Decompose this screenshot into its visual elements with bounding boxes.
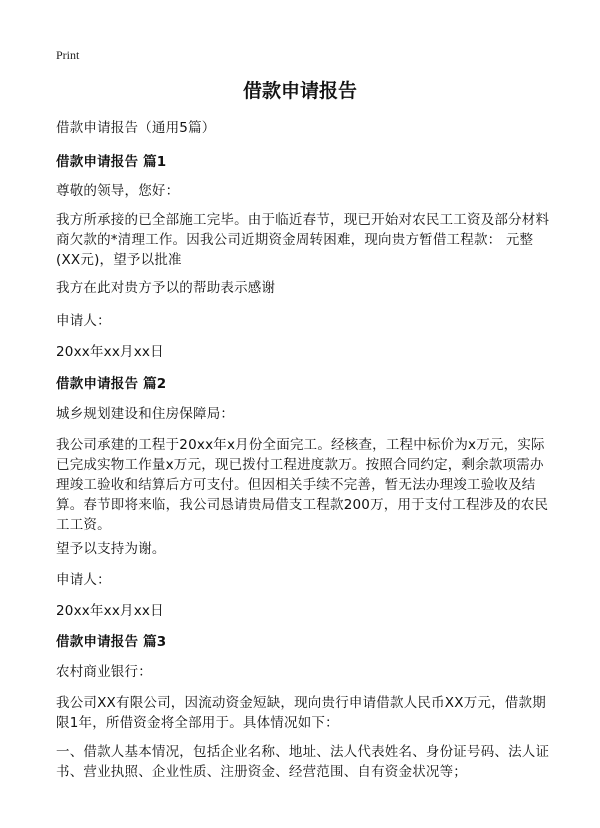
section3-heading: 借款申请报告 篇3 (56, 634, 167, 650)
section1-applicant: 申请人： (56, 313, 111, 329)
section2-date: 20xx年xx月xx日 (56, 603, 164, 619)
section1-body: 我方所承接的已全部施工完毕。由于临近春节，现已开始对农民工工资及部分材料商欠款的*清理工作。因我公司近期资金周转困难，现向贵方暂借工程款： 元整(XX元)，望予以批准 (56, 212, 550, 268)
section2-applicant: 申请人： (56, 572, 111, 588)
section2-closing: 望予以支持为谢。 (56, 541, 166, 557)
section2-salutation: 城乡规划建设和住房保障局： (56, 406, 235, 422)
section3-item1: 一、借款人基本情况，包括企业名称、地址、法人代表姓名、身份证号码、法人证书、营业执照、企业性质、注册资金、经营范围、自有资金状况等； (56, 744, 550, 780)
print-link[interactable]: Print (56, 48, 80, 62)
section1-salutation: 尊敬的领导，您好： (56, 183, 180, 199)
section3-body: 我公司XX有限公司，因流动资金短缺，现向贵行申请借款人民币XX万元，借款期限1年，所借资金将全部用于。具体情况如下： (56, 695, 546, 731)
section1-heading: 借款申请报告 篇1 (56, 154, 167, 170)
section3-salutation: 农村商业银行： (56, 664, 152, 680)
document-intro: 借款申请报告（通用5篇） (56, 120, 216, 136)
section2-body: 我公司承建的工程于20xx年x月份全面完工。经核查，工程中标价为x万元，实际已完成实物工作量x万元，现已拨付工程进度款万。按照合同约定，剩余款项需办理竣工验收和结算后方可支付。但因相关手续不完善，暂无法办理竣工验收及结算。春节即将来临，我公司恳请贵局借支工程款200万，用于支付工程涉及的农民工工资。 (56, 437, 549, 533)
section1-date: 20xx年xx月xx日 (56, 344, 164, 360)
document-title: 借款申请报告 (242, 80, 357, 102)
section1-thanks: 我方在此对贵方予以的帮助表示感谢 (56, 280, 276, 296)
section2-heading: 借款申请报告 篇2 (56, 376, 167, 392)
